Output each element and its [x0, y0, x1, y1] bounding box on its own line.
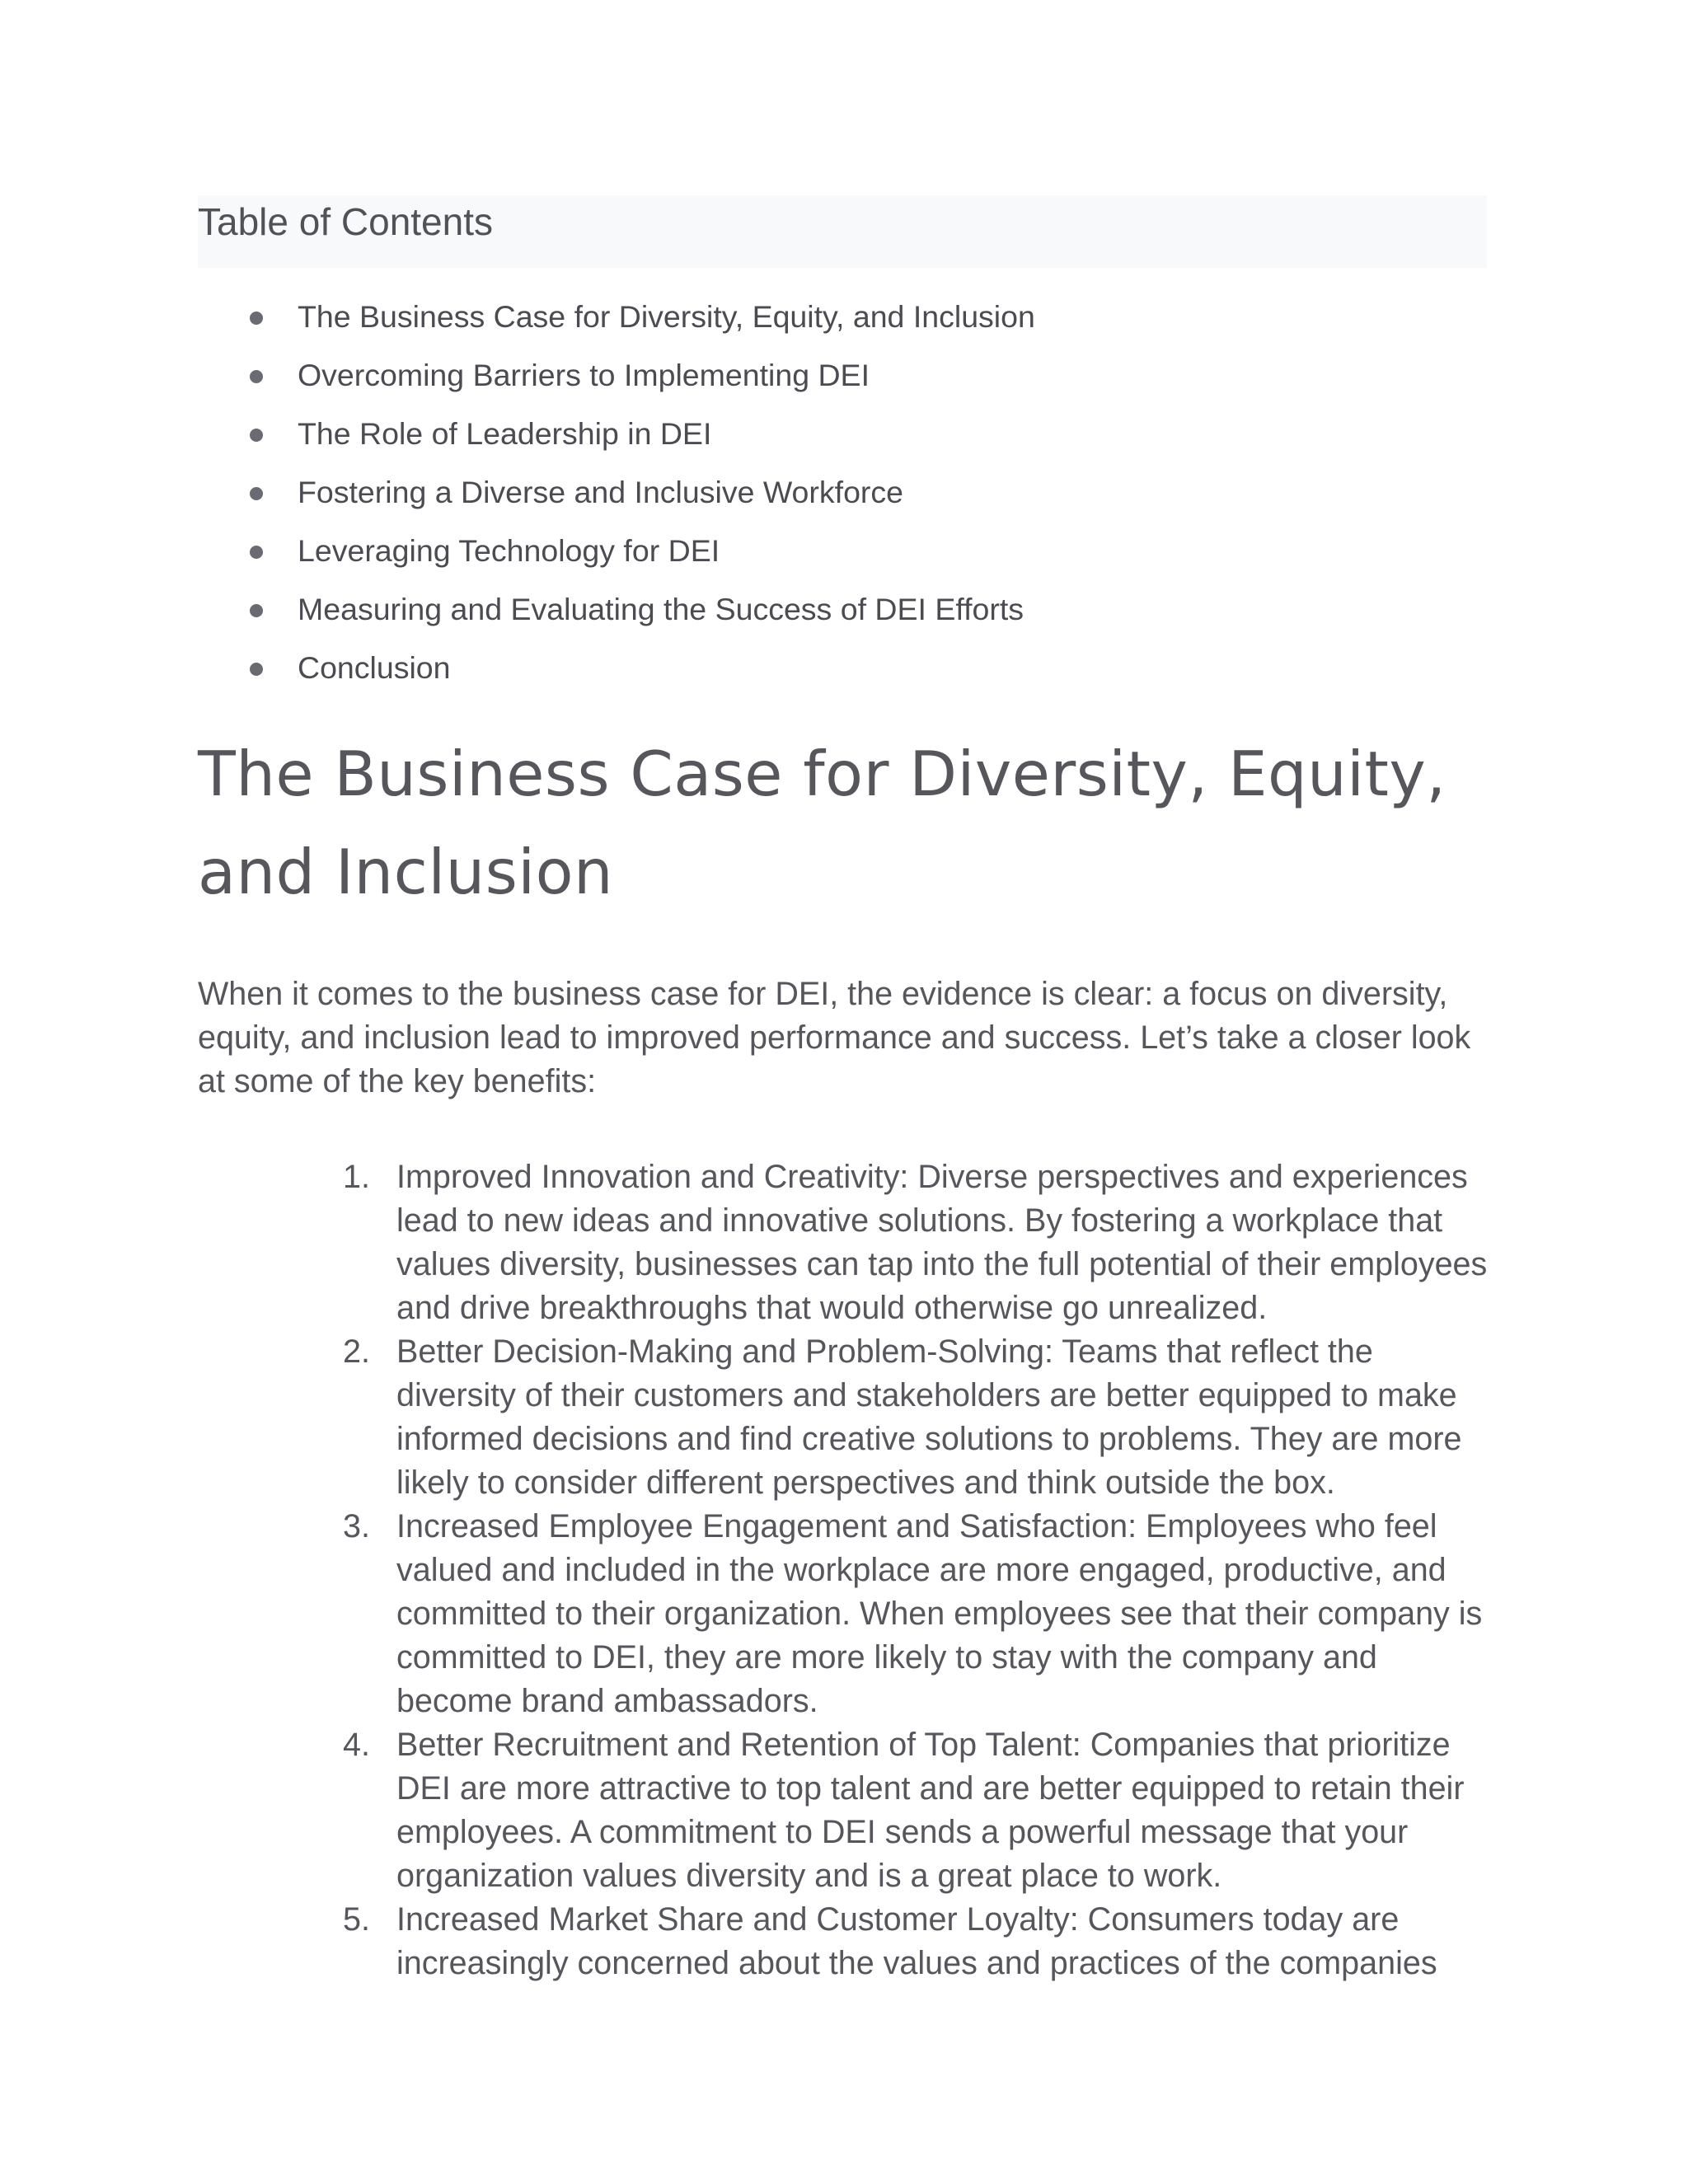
- benefit-item: [330, 1505, 1500, 1723]
- benefit-text: Better Recruitment and Retention of Top Talent: Companies that prioritize DEI are more attractive to top talent and are better equipped to retain their employees. A commitment to DEI sends a powerful message that your organization values diversity and is a great place to work.: [396, 1727, 1465, 1894]
- benefit-text: Better Decision-Making and Problem-Solving: Teams that reflect the diversity of their customers and stakeholders are better equipped to make informed decisions and find creative solutions to problems. They are more likely to consider different perspectives and think outside the box.: [396, 1333, 1462, 1501]
- toc-item-label[interactable]: Leveraging Technology for DEI: [298, 533, 720, 568]
- toc-item[interactable]: [198, 585, 1487, 644]
- toc-item-label[interactable]: Measuring and Evaluating the Success of DEI Efforts: [298, 592, 1025, 626]
- toc-item-label[interactable]: The Business Case for Diversity, Equity, and Inclusion: [298, 299, 1035, 334]
- toc-item[interactable]: [198, 293, 1487, 351]
- toc-item[interactable]: [198, 644, 1487, 702]
- list-number: 1.: [343, 1159, 370, 1195]
- toc-item-label[interactable]: Fostering a Diverse and Inclusive Workforce: [298, 475, 904, 509]
- benefit-item: [330, 1330, 1500, 1505]
- intro-paragraph: When it comes to the business case for DEI, the evidence is clear: a focus on diversity, equity, and inclusion lead to improved performance and success. Let’s take a closer look at some of the key benefits:: [198, 976, 1471, 1099]
- toc-title: Table of Contents: [198, 200, 494, 243]
- list-number: 3.: [343, 1508, 370, 1544]
- bullet-icon: [250, 487, 263, 500]
- toc-item[interactable]: [198, 468, 1487, 527]
- section-heading: The Business Case for Diversity, Equity, and Inclusion: [198, 738, 1447, 908]
- bullet-icon: [250, 663, 263, 676]
- benefit-item: [330, 1898, 1500, 1985]
- bullet-icon: [250, 312, 263, 325]
- toc-item-label[interactable]: Overcoming Barriers to Implementing DEI: [298, 358, 870, 392]
- table-of-contents-header: [198, 195, 1487, 268]
- toc-item-label[interactable]: The Role of Leadership in DEI: [298, 416, 712, 451]
- list-number: 2.: [343, 1333, 370, 1370]
- bullet-icon: [250, 604, 263, 617]
- toc-list: [198, 293, 1487, 702]
- toc-item-label[interactable]: Conclusion: [298, 650, 451, 685]
- benefits-list: [330, 1155, 1500, 1985]
- list-number: 5.: [343, 1901, 370, 1938]
- toc-item[interactable]: [198, 527, 1487, 585]
- benefit-text: Improved Innovation and Creativity: Diverse perspectives and experiences lead to new ideas and innovative solutions. By fostering a workplace that values diversity, businesses can tap into the full potential of their employees and drive breakthroughs that would otherwise go unrealized.: [396, 1159, 1488, 1326]
- bullet-icon: [250, 546, 263, 559]
- bullet-icon: [250, 429, 263, 442]
- list-number: 4.: [343, 1727, 370, 1763]
- toc-item[interactable]: [198, 351, 1487, 410]
- benefit-text: Increased Market Share and Customer Loyalty: Consumers today are increasingly concerned about the values and practices of the companies: [396, 1901, 1437, 1981]
- toc-item[interactable]: [198, 410, 1487, 468]
- benefit-item: [330, 1155, 1500, 1330]
- benefit-item: [330, 1723, 1500, 1898]
- benefit-text: Increased Employee Engagement and Satisfaction: Employees who feel valued and included in the workplace are more engaged, productive, and committed to their organization. When employees see that their company is committed to DEI, they are more likely to stay with the company and become brand ambassadors.: [396, 1508, 1483, 1719]
- bullet-icon: [250, 370, 263, 383]
